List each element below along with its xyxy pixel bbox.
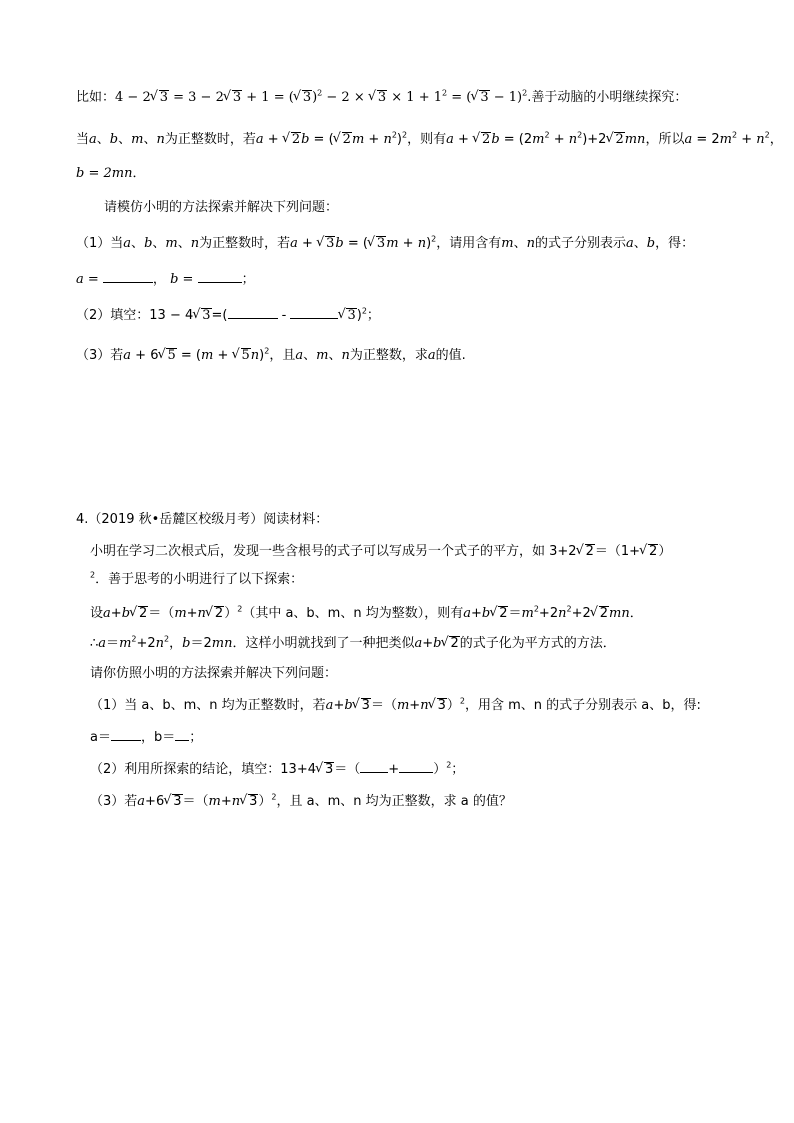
p1-l1-formula: 4 − 2√ 3 = 3 − 2√ 3 + 1 = (√ 3)$^2$ − 2 × √ $3 \times 1 + 1^2$ = (√ 3 − 1)$^2$ [115, 90, 527, 105]
p1-l2-mid2: ，则有 [407, 132, 447, 147]
p1-l2-tail: ， [769, 132, 783, 147]
p1-line-2: 当a、b、m、n为正整数时，若a + √ 2b = (√ $2m + n^2)^2$，则有a + √ $2b = (2m^2 + n^2)+2√$ 2mn，所以$a = 2m^2 + n^2$， [76, 130, 783, 150]
p2-l4-end: 的式子化为平方式的方法． [459, 636, 616, 651]
p1-q2-prefix: （2）填空：13 − 4 [76, 308, 194, 323]
p2-q2-mid: ＝（ [334, 762, 361, 777]
p1-q1-mid: 为正整数时，若 [199, 236, 291, 251]
p2-q1-answer-a-label: a＝ [90, 730, 111, 745]
p1-q1-answer-a-blank[interactable] [103, 270, 153, 283]
p2-q2-prefix: （2）利用所探索的结论，填空：13+4 [90, 762, 316, 777]
p1-question-3: （3）若a + 6√ 5 = (m + √ 5n)$^2$，且a、m、n为正整数，求a的值. [76, 346, 466, 366]
p2-q1-answer-b-blank[interactable] [175, 728, 189, 741]
p2-line-1: 小明在学习二次根式后，发现一些含根号的式子可以写成另一个式子的平方，如 3+2√ 2＝（1+√ 2） [90, 542, 671, 562]
p2-heading-text: 4.（2019 秋•岳麓区校级月考）阅读材料： [76, 512, 329, 527]
p2-line-3: 设a+b√ 2＝（m+n√ 2）$^2$（其中 a、b、m、n 均为整数），则有a+b√ $2=m^2+2n^2+2√$ 2mn． [90, 604, 643, 624]
p2-line-4: $\therefore a=m^2+2n^2$，b＝2mn．这样小明就找到了一种把类似a+b√ 2的式子化为平方式的方法． [90, 634, 616, 654]
p1-l3-formula: b = 2mn [76, 166, 133, 181]
p2-heading [76, 510, 328, 530]
p2-l3-prefix: 设 [90, 606, 104, 621]
p1-question-2: （2）填空：13 − 4√ 3=( - √ 3)$^2$； [76, 306, 380, 326]
p2-q2-blank-1[interactable] [360, 760, 388, 773]
p2-question-3: （3）若a+6√ 3＝（m+n√ 3）$^2$，且 a、m、n 均为正整数，求 a 的值？ [90, 792, 512, 812]
p2-l5-text: 请你仿照小明的方法探索并解决下列问题： [90, 666, 338, 681]
p2-q2-blank-2[interactable] [399, 760, 433, 773]
p2-q1-answer-b-label: ，b＝ [140, 730, 176, 745]
p1-q3-prefix: （3）若 [76, 348, 124, 363]
p1-question-1: （1）当a、b、m、n为正整数时，若a + √ 3b = (√ 3m + n)$^2$，请用含有m、n的式子分别表示a、b，得： [76, 234, 694, 254]
p1-q1-answer-a-label: a = [76, 272, 99, 287]
p1-q1-mid3: 的式子分别表示 [534, 236, 626, 251]
p2-q3-mid: ，且 a、m、n 均为正整数，求 a 的值？ [276, 794, 512, 809]
p1-l3-end: ． [132, 166, 146, 181]
p1-q1-answer-b-blank[interactable] [198, 270, 242, 283]
p1-q3-mid2: 为正整数，求 [349, 348, 428, 363]
p1-q1-end: ，得： [655, 236, 695, 251]
p1-line-4 [104, 198, 338, 218]
p2-l1-end: ＝（1+ [594, 544, 641, 559]
p2-line-2: $^2$．善于思考的小明进行了以下探索： [90, 570, 304, 587]
p2-l4-prefix: ∴ [90, 636, 99, 651]
p2-question-1: （1）当 a、b、m、n 均为正整数时，若a+b√ 3＝（m+n√ 3）$^2$，用含 m、n 的式子分别表示 a、b，得: [90, 696, 701, 716]
p1-q1-prefix: （1）当 [76, 236, 124, 251]
p2-l3-mid: （其中 a、b、m、n 均为整数），则有 [242, 606, 464, 621]
p1-l2-mid3: ，所以 [645, 132, 685, 147]
p1-l2-prefix: 当 [76, 132, 90, 147]
p2-q1-prefix: （1）当 a、b、m、n 均为正整数时，若 [90, 698, 326, 713]
p1-l2-mid1: 为正整数时，若 [164, 132, 256, 147]
p1-line-3 [76, 164, 145, 184]
p2-question-2: （2）利用所探索的结论，填空：13+4√ $3=( + )^2$； [90, 760, 464, 780]
p2-l2-text: ．善于思考的小明进行了以下探索： [95, 572, 304, 587]
p1-l4-text: 请模仿小明的方法探索并解决下列问题： [104, 200, 339, 215]
p1-q2-blank-1[interactable] [228, 306, 278, 319]
p1-line-1 [76, 88, 687, 108]
p1-q3-end: 的值. [435, 348, 466, 363]
p2-q1-answer-a-blank[interactable] [111, 728, 141, 741]
p2-l1-text: 小明在学习二次根式后，发现一些含根号的式子可以写成另一个式子的平方，如 3+2 [90, 544, 577, 559]
p1-q2-blank-2[interactable] [290, 306, 338, 319]
p1-l1-prefix: 比如： [76, 90, 116, 105]
p1-q3-mid: ，且 [269, 348, 296, 363]
p2-line-5 [90, 664, 337, 684]
p1-q1-answer-b-label: b = [170, 272, 194, 287]
p1-l1-suffix: .善于动脑的小明继续探究： [527, 90, 688, 105]
p1-question-1-answers: a = ， b = ； [76, 272, 255, 287]
p2-l4-mid: ．这样小明就找到了一种把类似 [232, 636, 415, 651]
p1-q1-mid2: ，请用含有 [436, 236, 502, 251]
p2-q1-mid: ，用含 m、n 的式子分别表示 a、b，得: [464, 698, 701, 713]
p2-question-1-answers [90, 728, 202, 748]
p2-q1-answer-end: ； [189, 730, 203, 745]
p2-q3-prefix: （3）若 [90, 794, 138, 809]
p2-q2-end: ） [433, 762, 447, 777]
